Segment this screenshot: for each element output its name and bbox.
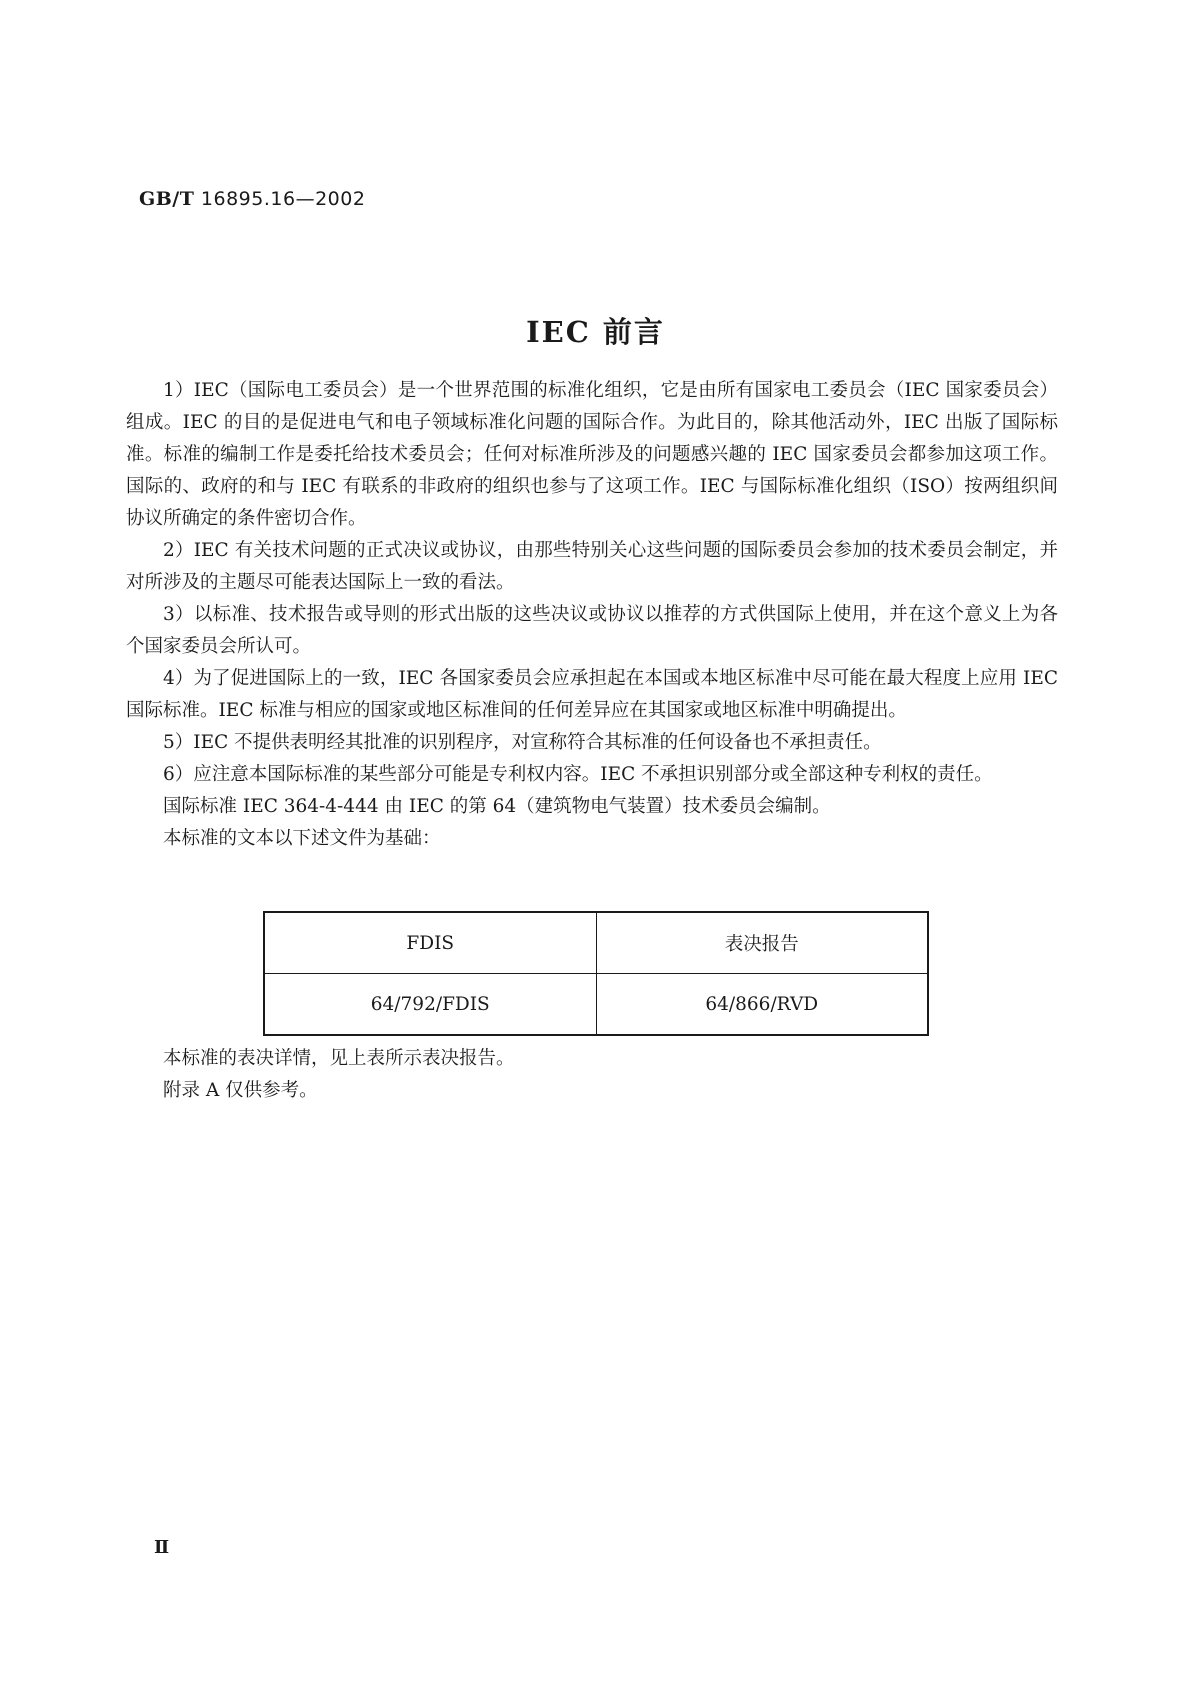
standard-prefix: GB/T	[139, 188, 195, 210]
paragraph-1: 1）IEC（国际电工委员会）是一个世界范围的标准化组织，它是由所有国家电工委员会（IEC 国家委员会）组成。IEC 的目的是促进电气和电子领域标准化问题的国际合作。为此目的，除其他活动外，IEC 出版了国际标准。标准的编制工作是委托给技术委员会；任何对标准所涉及的问题感兴趣的 IEC 国家委员会都参加这项工作。国际的、政府的和与 IEC 有联系的非政府的组织也参与了这项工作。IEC 与国际标准化组织（ISO）按两组织间协议所确定的条件密切合作。	[126, 380, 1058, 529]
table-header-fdis: FDIS	[264, 912, 596, 974]
standard-code	[139, 188, 365, 210]
voting-note: 本标准的表决详情，见上表所示表决报告。	[163, 1048, 515, 1069]
paragraph-basis: 本标准的文本以下述文件为基础：	[163, 828, 441, 849]
paragraph-3: 3）以标准、技术报告或导则的形式出版的这些决议或协议以推荐的方式供国际上使用，并在这个意义上为各个国家委员会所认可。	[126, 604, 1058, 657]
paragraph-5: 5）IEC 不提供表明经其批准的识别程序，对宣称符合其标准的任何设备也不承担责任。	[163, 732, 882, 753]
annex-note: 附录 A 仅供参考。	[163, 1080, 318, 1101]
paragraph-2: 2）IEC 有关技术问题的正式决议或协议，由那些特别关心这些问题的国际委员会参加的技术委员会制定，并对所涉及的主题尽可能表达国际上一致的看法。	[126, 540, 1058, 593]
table-row	[264, 974, 928, 1036]
page-title: IEC 前言	[526, 315, 665, 349]
table-header-row	[264, 912, 928, 974]
table-cell-fdis: 64/792/FDIS	[264, 974, 596, 1036]
closing-text	[126, 1043, 1058, 1107]
document-table	[263, 911, 929, 1036]
table-header-rvd: 表决报告	[596, 912, 928, 974]
table-cell-rvd: 64/866/RVD	[596, 974, 928, 1036]
paragraph-committee: 国际标准 IEC 364-4-444 由 IEC 的第 64（建筑物电气装置）技术委员会编制。	[163, 796, 831, 817]
standard-number: 16895.16—2002	[200, 188, 366, 210]
paragraph-4: 4）为了促进国际上的一致，IEC 各国家委员会应承担起在本国或本地区标准中尽可能在最大程度上应用 IEC 国际标准。IEC 标准与相应的国家或地区标准间的任何差异应在其国家或地区标准中明确提出。	[126, 668, 1058, 721]
preface-body	[126, 375, 1058, 855]
page-number: Ⅱ	[154, 1537, 170, 1558]
paragraph-6: 6）应注意本国际标准的某些部分可能是专利权内容。IEC 不承担识别部分或全部这种专利权的责任。	[163, 764, 993, 785]
